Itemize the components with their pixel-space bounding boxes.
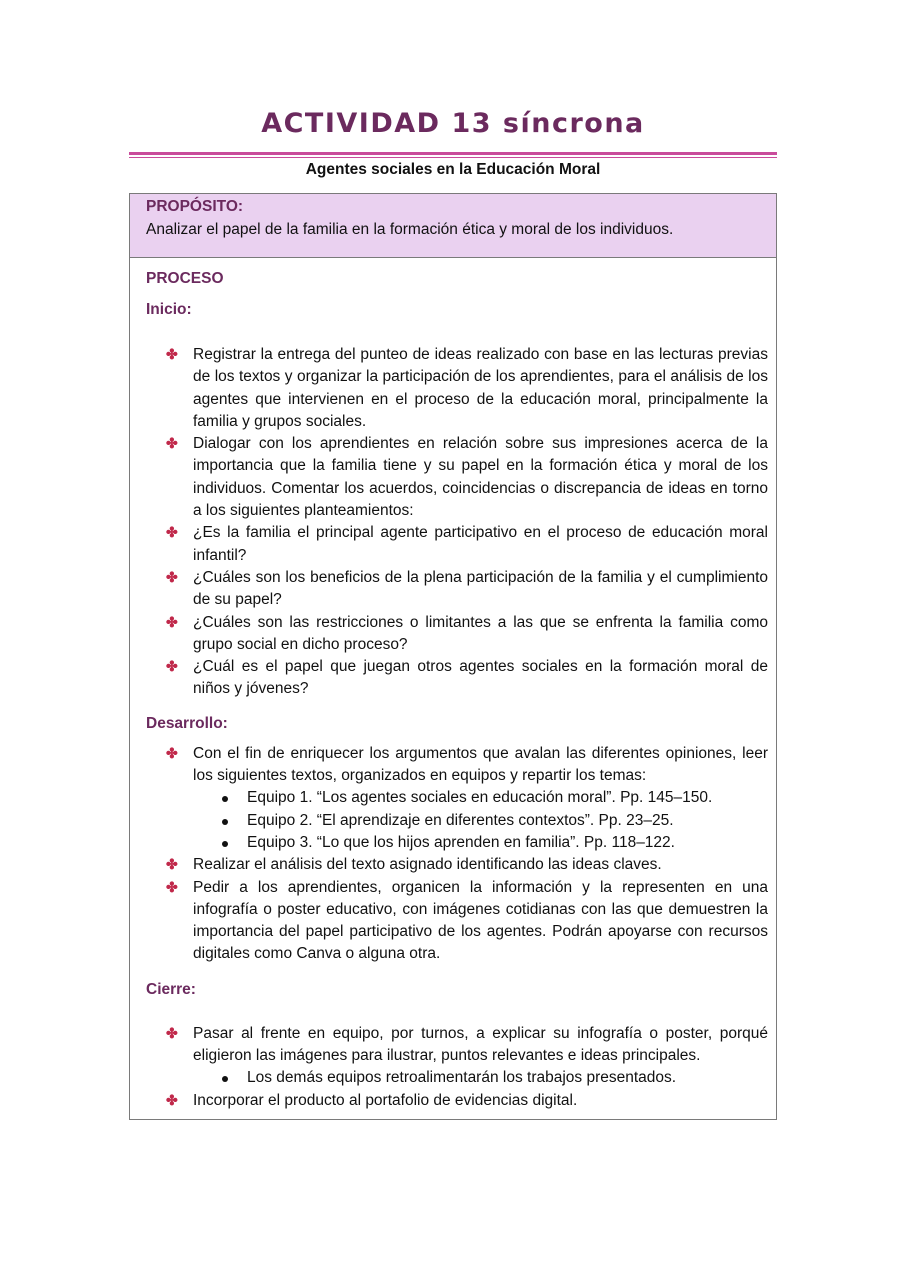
ornate-bullet-icon: ✤ <box>166 744 178 761</box>
sub-list-item: Equipo 1. “Los agentes sociales en educación moral”. Pp. 145–150. <box>146 787 768 809</box>
dot-bullet-icon <box>222 1076 228 1082</box>
cierre-list-cont <box>146 1090 768 1112</box>
list-item: ✤ ¿Cuáles son las restricciones o limitantes a las que se enfrenta la familia como grupo social en dicho proceso? <box>166 613 768 653</box>
ornate-bullet-icon: ✤ <box>166 613 178 630</box>
activity-table <box>129 193 777 1120</box>
list-item: ✤ Incorporar el producto al portafolio de evidencias digital. <box>166 1091 578 1109</box>
list-item: ✤ Registrar la entrega del punteo de ideas realizado con base en las lecturas previas de los textos y organizar la participación de los aprendientes, para el análisis de los agentes que intervienen en el proceso de la educación moral, principalmente la familia y grupos sociales. <box>166 346 768 430</box>
ornate-bullet-icon: ✤ <box>166 658 178 675</box>
list-item: ✤ Realizar el análisis del texto asignado identificando las ideas claves. <box>166 856 662 874</box>
list-item: ✤ Pedir a los aprendientes, organicen la información y la representen en una infografía o poster educativo, con imágenes cotidianas con las que demuestren la importancia del papel participativo de los agentes. Podrán apoyarse con recursos digitales como Canva o alguna otra. <box>166 878 768 963</box>
ornate-bullet-icon: ✤ <box>166 346 178 362</box>
desarrollo-list <box>146 743 768 788</box>
list-item: ✤ Dialogar con los aprendientes en relación sobre sus impresiones acerca de la importancia que la familia tiene y su papel en la formación ética y moral de los individuos. Comentar los acuerdos, coincidencias o discrepancia de ideas en torno a los siguientes planteamientos: <box>166 435 768 520</box>
list-item: ✤ ¿Cuál es el papel que juegan otros agentes sociales en la formación moral de niños y jóvenes? <box>166 658 768 698</box>
ornate-bullet-icon: ✤ <box>166 524 178 541</box>
ornate-bullet-icon: ✤ <box>166 1024 178 1041</box>
list-item: ✤ Con el fin de enriquecer los argumentos que avalan las diferentes opiniones, leer los siguientes textos, organizados en equipos y repartir los temas: <box>166 744 768 785</box>
dot-bullet-icon <box>222 819 228 825</box>
purpose-section <box>130 194 776 258</box>
cierre-label: Cierre: <box>146 980 196 998</box>
sub-list-item: Equipo 2. “El aprendizaje en diferentes contextos”. Pp. 23–25. <box>146 810 768 832</box>
sub-list-item: Equipo 3. “Lo que los hijos aprenden en familia”. Pp. 118–122. <box>146 832 768 854</box>
cierre-sublist <box>146 1067 768 1089</box>
process-label: PROCESO <box>146 270 224 287</box>
ornate-bullet-icon: ✤ <box>166 878 178 895</box>
desarrollo-label: Desarrollo: <box>146 714 228 732</box>
desarrollo-sublist <box>146 787 768 854</box>
dot-bullet-icon <box>222 796 228 802</box>
desarrollo-list-cont <box>146 854 768 965</box>
dot-bullet-icon <box>222 841 228 847</box>
title-rule-thin <box>129 157 777 158</box>
ornate-bullet-icon: ✤ <box>166 435 178 452</box>
cierre-list <box>146 1023 768 1068</box>
list-item: ✤ ¿Cuáles son los beneficios de la plena participación de la familia y el cumplimiento de su papel? <box>166 568 768 609</box>
sub-list-item: Los demás equipos retroalimentarán los trabajos presentados. <box>146 1067 768 1089</box>
title-rule-thick <box>129 152 777 155</box>
ornate-bullet-icon: ✤ <box>166 568 178 585</box>
page-subtitle: Agentes sociales en la Educación Moral <box>305 161 601 178</box>
ornate-bullet-icon: ✤ <box>166 856 178 873</box>
list-item: ✤ Pasar al frente en equipo, por turnos, a explicar su infografía o poster, porqué eligieron las imágenes para ilustrar, puntos relevantes e ideas principales. <box>166 1024 768 1065</box>
inicio-label: Inicio: <box>146 301 192 318</box>
inicio-list <box>146 344 768 701</box>
list-item: ✤ ¿Es la familia el principal agente participativo en el proceso de educación moral infantil? <box>166 524 768 564</box>
process-section <box>130 258 776 1112</box>
purpose-label: PROPÓSITO: <box>146 198 244 215</box>
purpose-text: Analizar el papel de la familia en la formación ética y moral de los individuos. <box>146 221 674 238</box>
ornate-bullet-icon: ✤ <box>166 1091 178 1108</box>
page-title: ACTIVIDAD 13 síncrona <box>261 108 645 139</box>
